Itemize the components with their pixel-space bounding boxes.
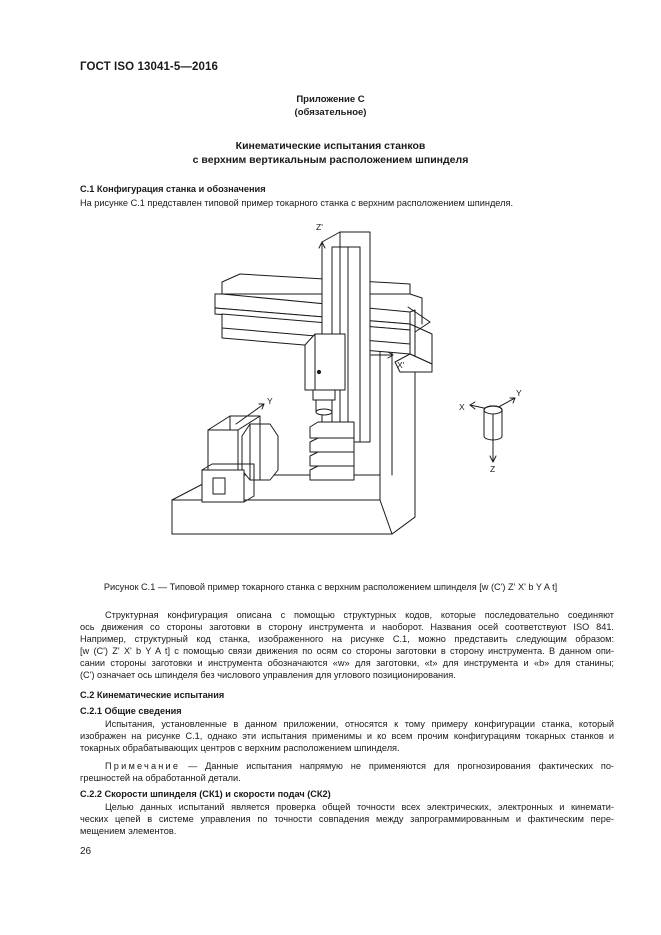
title-line-1: Кинематические испытания станков xyxy=(235,140,426,152)
paragraph-line: сании стороны заготовки и инструмента обозначаются «w» для заготовки, «t» для инструмента и «b» для станины; xyxy=(80,658,614,668)
structural-config-paragraph xyxy=(80,609,614,681)
page-number: 26 xyxy=(80,846,92,857)
note-line xyxy=(80,760,614,772)
label-z-prime: Z' xyxy=(316,222,323,232)
label-z: Z xyxy=(490,464,496,474)
note-paragraph xyxy=(80,760,614,784)
title-line-2: с верхним вертикальным расположением шпинделя xyxy=(192,154,469,166)
section-c22-heading: С.2.2 Скорости шпинделя (СК1) и скорости подач (СК2) xyxy=(80,789,331,799)
general-info-paragraph xyxy=(80,718,614,754)
section-c1-heading: С.1 Конфигурация станка и обозначения xyxy=(80,184,266,194)
tool-turret xyxy=(310,422,354,480)
paragraph-line: ческих цепей в системе управления по точности совпадения между запрограммированным и фактическим пере- xyxy=(80,814,614,824)
appendix-status: (обязательное) xyxy=(294,107,367,118)
note-text: — Данные испытания напрямую не применяются для прогнозирования фактических по- xyxy=(180,761,614,771)
figure-caption: Рисунок С.1 — Типовой пример токарного станка с верхним расположением шпинделя [w (C') Z' X' b Y A t] xyxy=(103,582,558,592)
appendix-title xyxy=(0,139,661,167)
paragraph-line: Целью данных испытаний является проверка общей точности всех электрических, электронных и кинемати- xyxy=(105,802,614,812)
label-y: Y xyxy=(516,388,522,398)
paragraph-line: ось движения со стороны заготовки в сторону инструмента и наоборот. Названия осей соответствуют ISO 841. xyxy=(80,622,614,632)
speeds-paragraph xyxy=(80,801,614,837)
label-y-workpiece: Y xyxy=(267,396,273,406)
appendix-heading xyxy=(0,93,661,119)
paragraph-line: изображен на рисунке С.1, однако эти испытания применимы и ко всем прочим конфигурациям токарных станков и xyxy=(80,731,614,741)
coordinate-triad xyxy=(470,398,515,462)
paragraph-line: Например, структурный код станка, изображенного на рисунке С.1, можно представить следующим образом: xyxy=(80,634,614,644)
label-x-prime: X' xyxy=(397,360,405,370)
label-x: X xyxy=(459,402,465,412)
note-label: Примечание xyxy=(105,761,181,771)
paragraph-line: (C') означает ось шпинделя без числового управления для углового позиционирования. xyxy=(80,670,456,680)
section-c21-heading: С.2.1 Общие сведения xyxy=(80,706,182,716)
paragraph-line: [w (C') Z' X' b Y A t] с помощью связи движения по осям со стороны заготовки в сторону инструмента. В данном опи- xyxy=(80,646,614,656)
paragraph-line: токарных обрабатывающих центров с верхним расположением шпинделя. xyxy=(80,743,400,753)
note-line: грешностей на обработанной детали. xyxy=(80,773,241,783)
machine-figure xyxy=(160,212,520,567)
section-c1-text: На рисунке С.1 представлен типовой пример токарного станка с верхним расположением шпинделя. xyxy=(80,198,513,208)
document-header: ГОСТ ISO 13041-5—2016 xyxy=(80,61,218,73)
paragraph-line: мещением элементов. xyxy=(80,826,177,836)
paragraph-line: Испытания, установленные в данном приложении, относятся к тому примеру конфигурации станка, который xyxy=(105,719,614,729)
appendix-label: Приложение С xyxy=(296,94,365,105)
section-c2-heading: С.2 Кинематические испытания xyxy=(80,690,225,700)
paragraph-line: Структурная конфигурация описана с помощью структурных кодов, которые последовательно соединяют xyxy=(105,610,614,620)
